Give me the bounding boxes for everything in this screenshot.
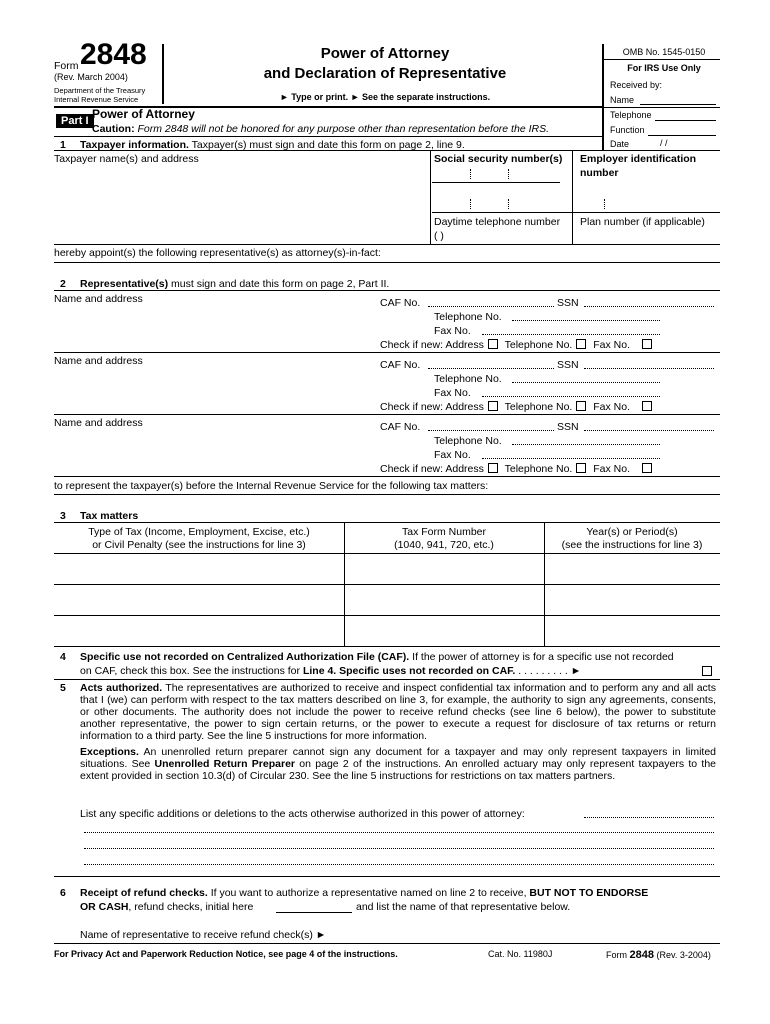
rep-2-telephone-checkbox[interactable] (576, 401, 586, 411)
rep-2-ssn-label: SSN (557, 359, 579, 371)
col-tax-type-line2: or Civil Penalty (see the instructions for line 3) (92, 539, 306, 551)
line-5-list-field-1[interactable] (584, 817, 714, 818)
refund-representative-field[interactable] (54, 943, 720, 944)
tax-matters-row-2[interactable] (54, 615, 720, 616)
irs-name-label: Name (610, 95, 635, 105)
irs-function-label: Function (610, 125, 645, 135)
line-5-list-text: List any specific additions or deletions to the acts otherwise authorized in this power of attorney: (80, 808, 525, 820)
rep-2-caf-field[interactable] (428, 368, 554, 369)
line-6-text-2: OR CASH, refund checks, initial here (80, 901, 254, 913)
irs-use-only: For IRS Use Only (627, 63, 701, 73)
rep-1-check-new: Check if new: Address Telephone No. Fax No. (380, 339, 656, 351)
department-line2: Internal Revenue Service (54, 95, 139, 104)
rep-1-telephone-label: Telephone No. (434, 311, 502, 323)
form-label: Form (54, 60, 79, 72)
line-5-list-field-4[interactable] (84, 864, 714, 865)
rep-3-ssn-field[interactable] (584, 430, 714, 431)
refund-initials-field[interactable] (276, 912, 352, 913)
line-6-number: 6 (60, 887, 66, 899)
col-year-period-line1: Year(s) or Period(s) (586, 526, 678, 538)
line-5-number: 5 (60, 682, 66, 694)
catalog-number: Cat. No. 11980J (488, 949, 553, 959)
rep-3-telephone-label: Telephone No. (434, 435, 502, 447)
line-4-caf-checkbox[interactable] (702, 666, 712, 676)
line-4-text: Specific use not recorded on Centralized Authorization File (CAF). If the power of attorney is for a specific use not recorded (80, 651, 674, 663)
irs-date-slashes: / / (660, 138, 668, 148)
refund-representative-label: Name of representative to receive refund check(s) ► (80, 929, 327, 941)
line-6-text: Receipt of refund checks. If you want to authorize a representative named on line 2 to receive, BUT NOT TO ENDORSE (80, 887, 649, 899)
line-4-number: 4 (60, 651, 66, 663)
form-number: 2848 (80, 38, 147, 71)
rep-1-fax-checkbox[interactable] (642, 339, 652, 349)
rep-1-name-address-label: Name and address (54, 293, 143, 305)
phone-parens[interactable]: ( ) (434, 230, 444, 242)
line-1-heading: Taxpayer information. Taxpayer(s) must sign and date this form on page 2, line 9. (80, 139, 465, 151)
line-1-number: 1 (60, 139, 66, 151)
line-2-number: 2 (60, 278, 66, 290)
form-title-line2: and Declaration of Representative (263, 65, 507, 82)
line-5-acts-authorized: Acts authorized. The representatives are authorized to receive and inspect confidential tax information and to perform any and all acts that I (we) can perform with respect to the tax matters described on line 3, for example, the authority to sign any agreements, consents, or other documents. The authority does not include the power to receive refund checks (see line 6 below), the power to substitute another representative, the power to sign certain returns, or the power to execute a request for disclosure of tax returns or return information to a third party. See the line 5 instructions for more information. (80, 682, 716, 742)
rep-2-telephone-label: Telephone No. (434, 373, 502, 385)
line-2-heading: Representative(s) must sign and date this form on page 2, Part II. (80, 278, 390, 290)
rep-3-caf-label: CAF No. (380, 421, 421, 433)
taxpayer-name-address-label: Taxpayer name(s) and address (54, 153, 199, 165)
footer-form-id: Form 2848 (Rev. 3-2004) (606, 949, 711, 961)
ssn-field-1[interactable] (432, 182, 560, 183)
received-by-label: Received by: (610, 80, 663, 90)
rep-3-address-checkbox[interactable] (488, 463, 498, 473)
ssn-ein-field-2[interactable] (432, 212, 720, 213)
rep-3-name-address-label: Name and address (54, 417, 143, 429)
rep-1-fax-label: Fax No. (434, 325, 471, 337)
rep-2-fax-checkbox[interactable] (642, 401, 652, 411)
rep-1-caf-label: CAF No. (380, 297, 421, 309)
rep-1-telephone-checkbox[interactable] (576, 339, 586, 349)
line-4-text-2: on CAF, check this box. See the instructions for Line 4. Specific uses not recorded on CAF. . . . . . . . . . ► (80, 665, 582, 677)
ein-label-line1: Employer identification (580, 153, 697, 165)
col-form-number-line1: Tax Form Number (401, 526, 486, 538)
appoint-statement: hereby appoint(s) the following representative(s) as attorney(s)-in-fact: (54, 247, 381, 259)
rep-1-caf-field[interactable] (428, 306, 554, 307)
line-5-list-field-2[interactable] (84, 832, 714, 833)
line-3-number: 3 (60, 510, 66, 522)
rep-2-fax-field[interactable] (482, 396, 660, 397)
caution-note: Caution: Form 2848 will not be honored for any purpose other than representation before the IRS. (92, 123, 549, 135)
rep-2-ssn-field[interactable] (584, 368, 714, 369)
rep-3-fax-label: Fax No. (434, 449, 471, 461)
irs-date-label: Date (610, 139, 630, 149)
omb-number: OMB No. 1545-0150 (622, 47, 706, 57)
rep-3-fax-checkbox[interactable] (642, 463, 652, 473)
rep-3-check-new: Check if new: Address Telephone No. Fax No. (380, 463, 656, 475)
form-title-line1: Power of Attorney (320, 45, 450, 62)
ssn-label: Social security number(s) (434, 153, 563, 165)
rep-2-fax-label: Fax No. (434, 387, 471, 399)
rep-2-address-checkbox[interactable] (488, 401, 498, 411)
rep-3-fax-field[interactable] (482, 458, 660, 459)
col-year-period-line2: (see the instructions for line 3) (561, 539, 703, 551)
privacy-notice: For Privacy Act and Paperwork Reduction Notice, see page 4 of the instructions. (54, 949, 398, 959)
plan-number-label: Plan number (if applicable) (580, 216, 705, 228)
rep-2-telephone-field[interactable] (512, 382, 660, 383)
tax-matters-row-1[interactable] (54, 584, 720, 585)
rep-3-telephone-field[interactable] (512, 444, 660, 445)
daytime-phone-label: Daytime telephone number (434, 216, 561, 228)
rep-2-check-new: Check if new: Address Telephone No. Fax No. (380, 401, 656, 413)
represent-statement: to represent the taxpayer(s) before the Internal Revenue Service for the following tax matters: (54, 480, 489, 492)
revision-date: (Rev. March 2004) (54, 72, 128, 82)
rep-1-ssn-field[interactable] (584, 306, 714, 307)
type-or-print-instruction: ► Type or print. ► See the separate instructions. (279, 92, 491, 102)
line-3-title: Tax matters (80, 510, 139, 522)
irs-telephone-label: Telephone (610, 110, 652, 120)
rep-1-address-checkbox[interactable] (488, 339, 498, 349)
rep-2-name-address-label: Name and address (54, 355, 143, 367)
header-divider-left (162, 44, 164, 104)
rep-3-ssn-label: SSN (557, 421, 579, 433)
rep-1-telephone-field[interactable] (512, 320, 660, 321)
rep-1-ssn-label: SSN (557, 297, 579, 309)
ein-label-line2: number (580, 167, 619, 179)
rep-3-telephone-checkbox[interactable] (576, 463, 586, 473)
rep-2-caf-label: CAF No. (380, 359, 421, 371)
rep-3-caf-field[interactable] (428, 430, 554, 431)
part-1-badge: Part I (56, 114, 94, 128)
part-1-title: Power of Attorney (92, 107, 195, 121)
tax-matters-row-3[interactable] (54, 646, 720, 647)
col-tax-type-line1: Type of Tax (Income, Employment, Excise, etc.) (88, 526, 310, 538)
line-5-exceptions: Exceptions. An unenrolled return preparer cannot sign any document for a taxpayer and may only represent taxpayers in limited situations. See Unenrolled Return Preparer on page 2 of the instructions. An enrolled actuary may only represent taxpayers to the extent provided in section 10.3(d) of Circular 230. See the line 5 instructions for restrictions on tax matters partners. (80, 746, 716, 782)
department-line1: Department of the Treasury (54, 86, 146, 95)
line-5-list-field-3[interactable] (84, 848, 714, 849)
col-form-number-line2: (1040, 941, 720, etc.) (394, 539, 494, 551)
line-6-text-3: and list the name of that representative below. (356, 901, 571, 913)
rep-1-fax-field[interactable] (482, 334, 660, 335)
